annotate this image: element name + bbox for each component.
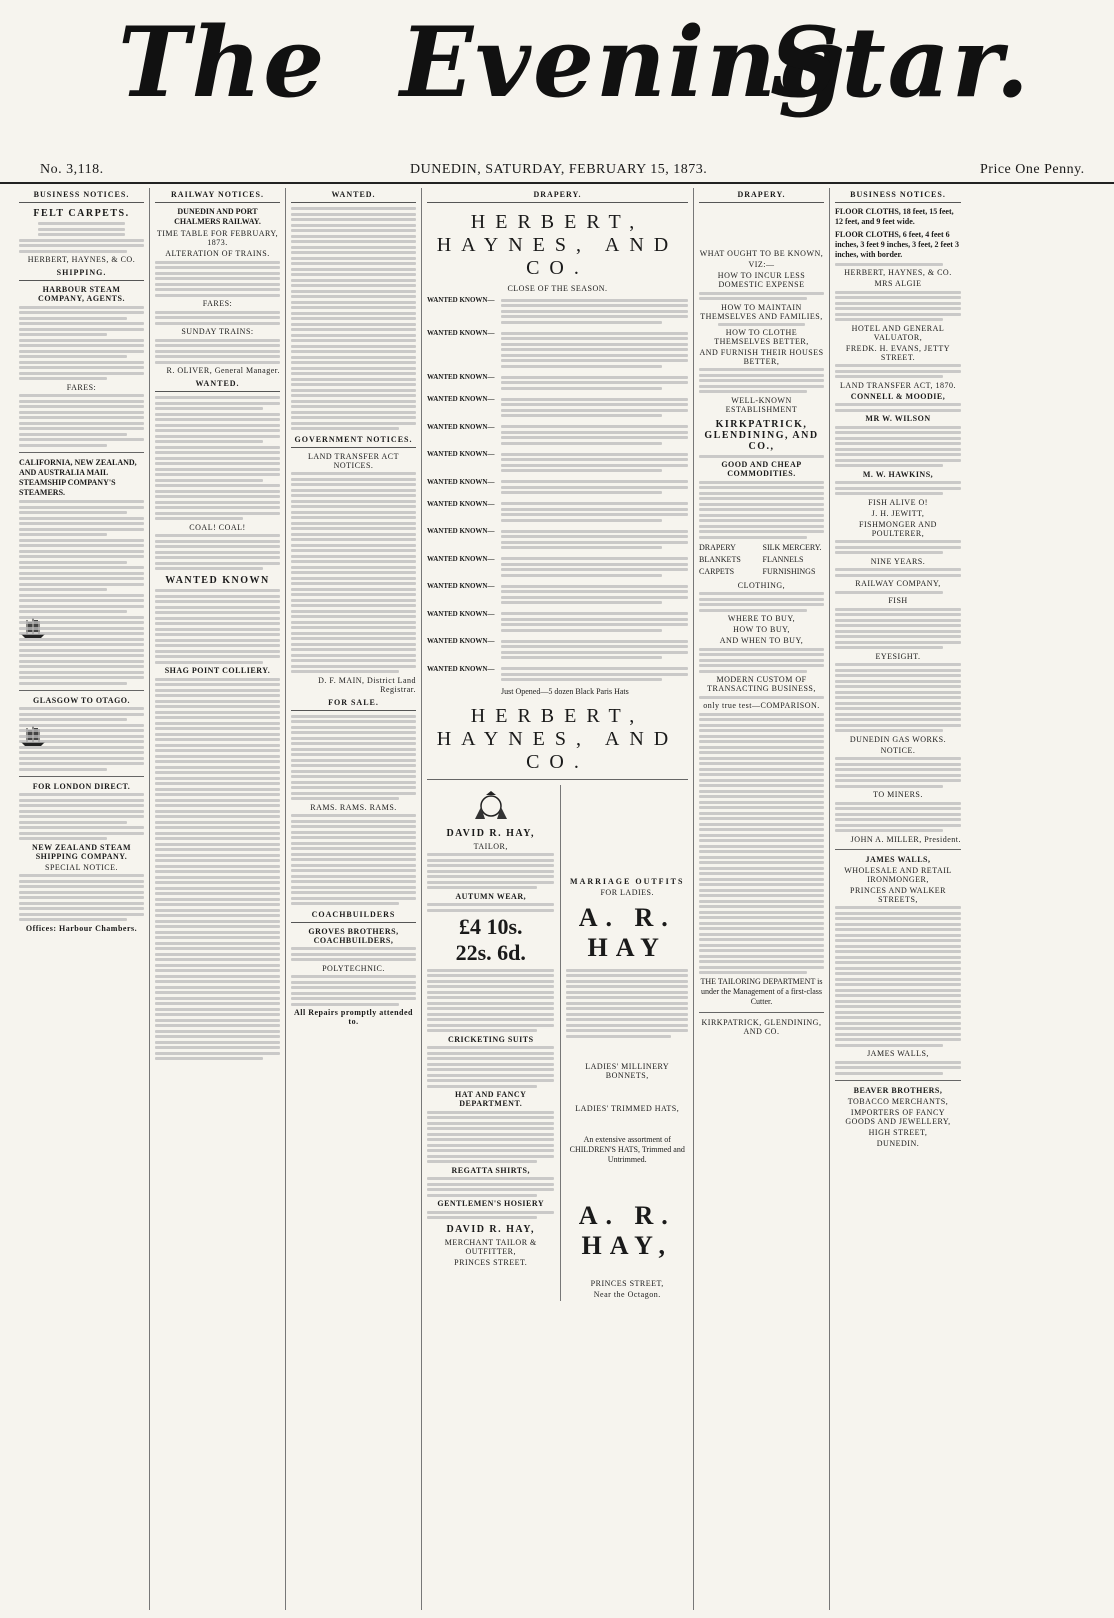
- ad-subtitle: NOTICE.: [880, 745, 916, 755]
- ad-subtitle: CLOTHING,: [737, 580, 786, 590]
- ad-subtitle: TOBACCO MERCHANTS,: [847, 1096, 949, 1106]
- ad-subtitle: FISH: [888, 596, 908, 605]
- date-place: DUNEDIN, SATURDAY, FEBRUARY 15, 1873.: [410, 162, 708, 177]
- ad-subtitle: REGATTA SHIRTS,: [451, 1165, 530, 1175]
- goods-item: SILK MERCERY.: [762, 542, 822, 552]
- ad-line: Just Opened—5 dozen Black Paris Hats: [501, 686, 629, 696]
- ad-signature: R. OLIVER, General Manager.: [166, 366, 280, 375]
- royal-crest-icon: [471, 789, 511, 823]
- ad-signature: JOHN A. MILLER, President.: [850, 834, 961, 844]
- ad-subtitle: ALTERATION OF TRAINS.: [165, 249, 270, 258]
- ad-subtitle: TAILOR,: [473, 841, 508, 851]
- masthead-word-star: Star.: [770, 6, 1032, 119]
- ad-title: LAND TRANSFER ACT, 1870.: [840, 380, 956, 390]
- column-4-drapery: [422, 188, 694, 1610]
- ad-title: EYESIGHT.: [875, 651, 921, 661]
- ad-subtitle: FARES:: [202, 299, 233, 308]
- wanted-known-label: WANTED KNOWN—: [427, 664, 495, 673]
- ad-subtitle: RAILWAY COMPANY,: [855, 579, 941, 588]
- ad-subtitle: HOW TO BUY,: [733, 625, 790, 634]
- ad-title: HERBERT, HAYNES, AND CO.: [436, 211, 679, 279]
- ad-title: RAMS. RAMS. RAMS.: [310, 802, 397, 812]
- ad-subtitle: only true test—COMPARISON.: [703, 701, 820, 710]
- wanted-known-label: WANTED KNOWN—: [427, 373, 495, 381]
- issue-number: No. 3,118.: [40, 162, 104, 177]
- ad-signature: KIRKPATRICK, GLENDINING, AND CO.: [701, 1017, 822, 1036]
- ad-subtitle: HOW TO MAINTAIN THEMSELVES AND FAMILIES,: [700, 302, 823, 321]
- wanted-known-label: WANTED KNOWN—: [427, 527, 495, 535]
- ad-title: WHAT OUGHT TO BE KNOWN,: [699, 249, 824, 258]
- ad-subtitle: Near the Octagon.: [593, 1290, 661, 1299]
- ad-subtitle: PRINCES STREET,: [590, 1279, 664, 1288]
- ad-title: A. R. HAY: [578, 902, 676, 962]
- wanted-known-label: WANTED KNOWN—: [427, 477, 495, 486]
- section-heading: WANTED.: [155, 377, 280, 392]
- ad-line: An extensive assortment of CHILDREN'S HATS, Trimmed and Untrimmed.: [569, 1135, 685, 1164]
- column-3: [286, 188, 422, 1610]
- ad-subtitle: IMPORTERS OF FANCY GOODS AND JEWELLERY,: [845, 1107, 951, 1126]
- ad-subtitle: LADIES' MILLINERY BONNETS,: [585, 1062, 670, 1080]
- ad-subtitle: GOOD AND CHEAP COMMODITIES.: [721, 460, 802, 478]
- ad-title: GLASGOW TO OTAGO.: [32, 695, 131, 705]
- ad-title: DAVID R. HAY,: [446, 827, 536, 839]
- ad-signature: HERBERT, HAYNES, & CO.: [844, 268, 952, 277]
- ad-subtitle: WELL-KNOWN ESTABLISHMENT: [725, 395, 798, 414]
- wanted-known-label: WANTED KNOWN—: [427, 395, 495, 403]
- page-columns: [14, 188, 1104, 1610]
- ad-title: HERBERT, HAYNES, AND CO.: [436, 704, 679, 773]
- ad-line: THE TAILORING DEPARTMENT is under the Management of a first-class Cutter.: [700, 976, 823, 1006]
- masthead-word-evening: Evening: [400, 6, 848, 119]
- wanted-known-label: WANTED KNOWN—: [427, 582, 495, 590]
- ad-title: FOR LONDON DIRECT.: [32, 781, 131, 791]
- ad-subtitle: GENTLEMEN'S HOSIERY: [437, 1199, 545, 1208]
- section-heading: WANTED.: [291, 188, 416, 203]
- section-heading: DRAPERY.: [699, 188, 824, 203]
- ad-title: CALIFORNIA, NEW ZEALAND, AND AUSTRALIA MAIL STEAMSHIP COMPANY'S STEAMERS.: [19, 457, 137, 497]
- ad-title: LAND TRANSFER ACT NOTICES.: [307, 451, 400, 470]
- goods-item: FLANNELS: [762, 554, 804, 564]
- goods-item: CARPETS: [699, 566, 735, 576]
- price-suit: £4 10s.: [458, 914, 523, 939]
- ad-subtitle: PRINCES AND WALKER STREETS,: [850, 885, 946, 904]
- ad-subtitle: DUNEDIN.: [876, 1138, 920, 1148]
- ad-line: FLOOR CLOTHS, 18 feet, 15 feet, 12 feet, and 9 feet wide.: [835, 207, 954, 226]
- section-heading: GOVERNMENT NOTICES.: [291, 433, 416, 448]
- ad-subtitle: PRINCES STREET.: [454, 1258, 528, 1267]
- section-heading: FOR SALE.: [291, 696, 416, 711]
- ad-title: TO MINERS.: [873, 790, 923, 799]
- ad-title: GROVES BROTHERS, COACHBUILDERS,: [308, 926, 399, 945]
- ad-subtitle: AUTUMN WEAR,: [455, 891, 527, 901]
- ad-subtitle: AND FURNISH THEIR HOUSES BETTER,: [699, 347, 824, 366]
- ad-subtitle: CLOSE OF THE SEASON.: [507, 284, 608, 293]
- ad-subtitle: HOW TO CLOTHE THEMSELVES BETTER,: [714, 327, 809, 346]
- section-heading: DRAPERY.: [427, 188, 688, 203]
- ad-title: MRS ALGIE: [874, 279, 922, 288]
- ad-title: DUNEDIN AND PORT CHALMERS RAILWAY.: [174, 207, 261, 226]
- column-7: [830, 188, 966, 1610]
- ad-subtitle: HAT AND FANCY DEPARTMENT.: [455, 1090, 527, 1108]
- ad-signature: D. F. MAIN, District Land Registrar.: [318, 675, 416, 694]
- wanted-known-label: WANTED KNOWN—: [427, 422, 495, 431]
- section-heading: RAILWAY NOTICES.: [155, 188, 280, 203]
- ad-title: NEW ZEALAND STEAM SHIPPING COMPANY.: [31, 842, 132, 861]
- ad-title: MR W. WILSON: [865, 414, 931, 423]
- ad-title: MARRIAGE OUTFITS: [570, 876, 685, 886]
- ad-signature: HERBERT, HAYNES, & CO.: [27, 255, 136, 264]
- dateline: [0, 156, 1114, 184]
- wanted-known-label: WANTED KNOWN—: [427, 450, 495, 458]
- wanted-known-label: WANTED KNOWN—: [427, 329, 495, 337]
- ad-subtitle: AND WHEN TO BUY,: [719, 636, 804, 645]
- ad-title: J. H. JEWITT,: [871, 508, 925, 518]
- ad-title: COAL! COAL!: [189, 522, 246, 532]
- ad-title: SHAG POINT COLLIERY.: [164, 666, 271, 675]
- ad-title: M. W. HAWKINS,: [862, 469, 934, 479]
- ad-title: DAVID R. HAY,: [446, 1224, 536, 1235]
- masthead: [0, 0, 1114, 150]
- section-heading: BUSINESS NOTICES.: [835, 188, 961, 203]
- ad-title: DUNEDIN GAS WORKS.: [849, 734, 947, 744]
- ad-title: FISH ALIVE O!: [868, 497, 928, 507]
- wanted-known-label: WANTED KNOWN—: [427, 554, 495, 563]
- ad-subtitle: HIGH STREET,: [868, 1127, 928, 1137]
- ad-subtitle: MODERN CUSTOM OF TRANSACTING BUSINESS,: [707, 675, 816, 693]
- ad-title: CONNELL & MOODIE,: [850, 391, 946, 401]
- wanted-known-label: WANTED KNOWN—: [427, 296, 495, 304]
- ad-title: KIRKPATRICK, GLENDINING, AND CO.,: [704, 418, 819, 452]
- ad-line: FLOOR CLOTHS, 6 feet, 4 feet 6 inches, 3 feet 9 inches, 3 feet, 2 feet 3 inches, with border.: [835, 230, 959, 259]
- column-1: [14, 188, 150, 1610]
- goods-item: FURNISHINGS: [762, 566, 816, 576]
- ad-subtitle: LADIES' TRIMMED HATS,: [575, 1104, 680, 1113]
- wanted-known-label: WANTED KNOWN—: [427, 637, 495, 645]
- ad-subtitle: SUNDAY TRAINS:: [181, 327, 254, 336]
- ad-footer: All Repairs promptly attended to.: [293, 1008, 414, 1026]
- ad-title: HOTEL AND GENERAL VALUATOR,: [851, 323, 945, 342]
- wanted-known-label: WANTED KNOWN—: [427, 499, 495, 508]
- ad-signature: JAMES WALLS,: [867, 1049, 929, 1058]
- ad-subtitle: WHOLESALE AND RETAIL IRONMONGER,: [844, 865, 952, 884]
- column-2: [150, 188, 286, 1610]
- ad-title: FELT CARPETS.: [33, 208, 130, 219]
- ad-title: WANTED KNOWN: [165, 575, 270, 586]
- price-trousers: 22s. 6d.: [455, 940, 526, 965]
- ad-subtitle: CRICKETING SUITS: [447, 1034, 534, 1044]
- ad-title: JAMES WALLS,: [865, 854, 931, 864]
- wanted-known-label: WANTED KNOWN—: [427, 609, 495, 618]
- ad-title: HARBOUR STEAM COMPANY, AGENTS.: [38, 285, 125, 303]
- ad-subtitle: POLYTECHNIC.: [322, 963, 385, 973]
- price: Price One Penny.: [980, 162, 1085, 177]
- ad-subtitle: NINE YEARS.: [870, 556, 926, 566]
- ad-footer: Offices: Harbour Chambers.: [25, 923, 138, 933]
- ad-subtitle: VIZ:—: [748, 260, 775, 269]
- ad-subtitle: SPECIAL NOTICE.: [45, 862, 118, 872]
- ad-title: BEAVER BROTHERS,: [853, 1085, 943, 1095]
- ad-subtitle: FOR LADIES.: [600, 887, 654, 897]
- ad-subtitle: TIME TABLE FOR FEBRUARY, 1873.: [156, 229, 279, 247]
- ad-subtitle: MERCHANT TAILOR & OUTFITTER,: [444, 1238, 537, 1256]
- ad-subtitle: WHERE TO BUY,: [727, 614, 796, 623]
- section-heading: COACHBUILDERS: [291, 908, 416, 923]
- ad-subtitle: HOW TO INCUR LESS DOMESTIC EXPENSE: [717, 271, 806, 289]
- goods-item: DRAPERY: [699, 542, 736, 552]
- column-6-drapery: [694, 188, 830, 1610]
- section-heading: BUSINESS NOTICES.: [19, 188, 144, 203]
- section-heading: SHIPPING.: [19, 266, 144, 281]
- masthead-word-the: The: [118, 6, 327, 119]
- goods-item: BLANKETS: [699, 554, 741, 564]
- ad-subtitle: FISHMONGER AND POULTERER,: [859, 519, 937, 538]
- ad-title: A. R. HAY,: [578, 1201, 676, 1260]
- ad-subtitle: FARES:: [66, 382, 97, 392]
- ad-subtitle: FREDK. H. EVANS, JETTY STREET.: [845, 343, 951, 362]
